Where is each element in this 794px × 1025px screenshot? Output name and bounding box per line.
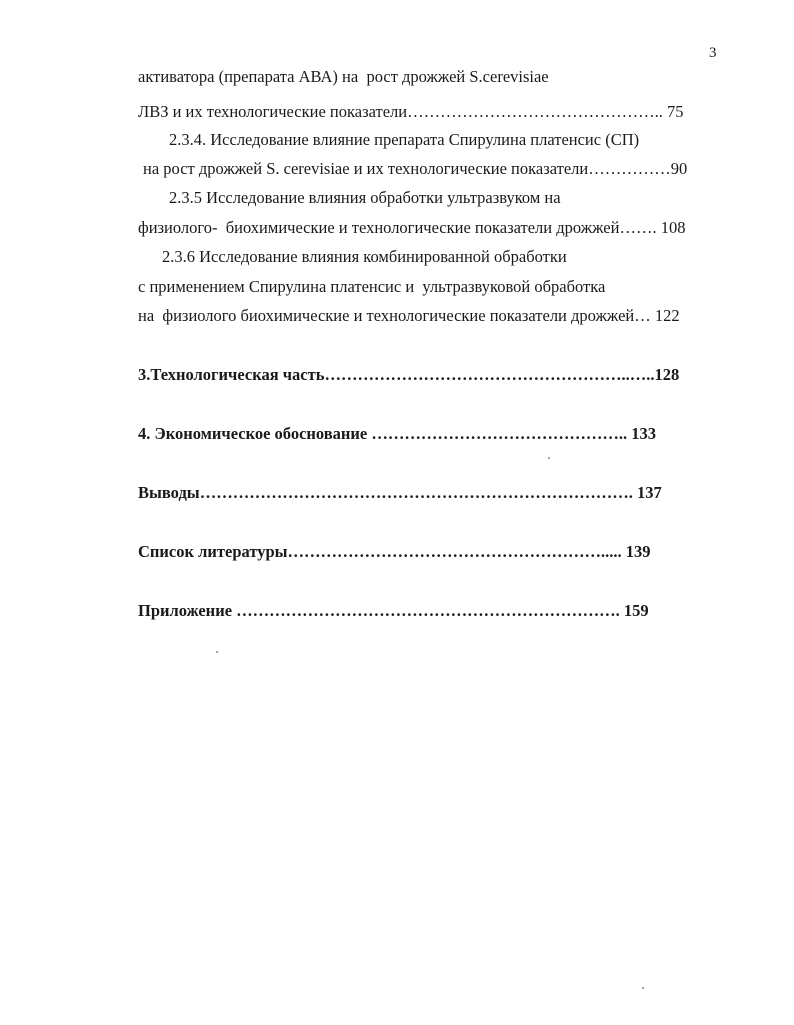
toc-line: активатора (препарата АВА) на рост дрожжей S.cerevisiae [138,67,549,86]
toc-line: 2.3.5 Исследование влияния обработки ультразвуком на [169,188,561,207]
toc-section-references: Список литературы…………………………………………………..... 139 [138,542,651,561]
toc-section-economic: 4. Экономическое обоснование ……………………………………….. 133 [138,424,657,443]
toc-line: ЛВЗ и их технологические показатели……………………………………….. 75 [138,102,684,121]
scan-speck [216,651,218,653]
page-number: 3 [709,45,717,61]
toc-section-appendix: Приложение ……………………………………………………………. 159 [138,601,649,620]
toc-line: с применением Спирулина платенсис и ультразвуковой обработка [138,277,606,296]
scan-speck [642,987,644,989]
toc-line: 2.3.4. Исследование влияние препарата Спирулина платенсис (СП) [169,130,640,149]
toc-line: на рост дрожжей S. cerevisiae и их технологические показатели……………90 [143,159,688,178]
scan-speck [548,457,550,459]
toc-section-technological: 3.Технологическая часть………………………………………………..…..128 [138,365,680,384]
toc-section-conclusions: Выводы……………………………………………………………………. 137 [138,483,662,502]
toc-line: физиолого- биохимические и технологические показатели дрожжей……. 108 [138,218,686,237]
toc-line: на физиолого биохимические и технологические показатели дрожжей… 122 [138,306,680,325]
toc-line: 2.3.6 Исследование влияния комбинированной обработки [162,247,567,266]
